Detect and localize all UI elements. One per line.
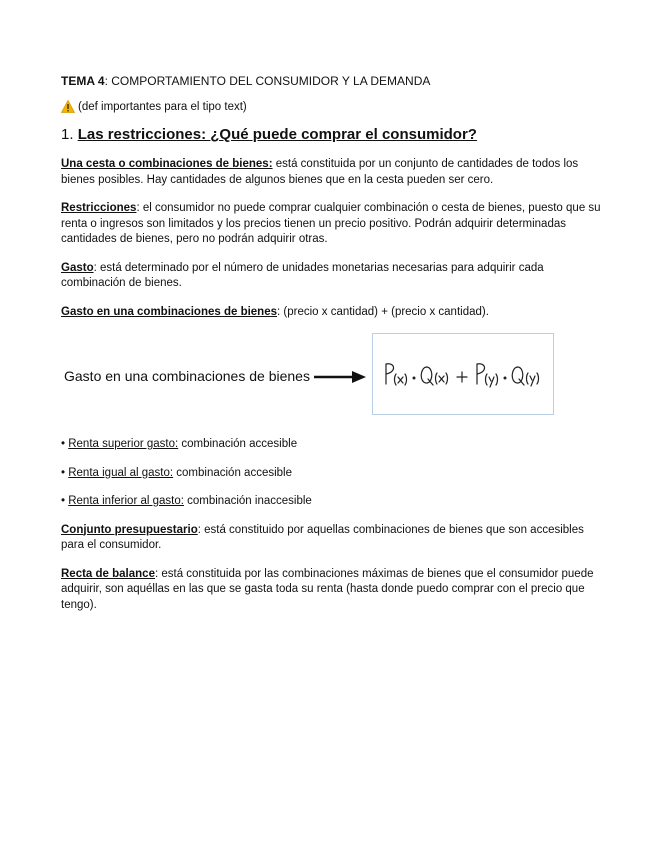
bullet-text: combinación inaccesible (183, 495, 312, 507)
section-title: Las restricciones: ¿Qué puede comprar el consumidor? (77, 126, 477, 143)
definition-gasto-combinaciones (61, 305, 601, 321)
section-heading (61, 126, 601, 143)
bullet-marker: • (61, 466, 69, 479)
list-item (61, 466, 601, 482)
handwritten-formula (373, 334, 553, 414)
bullet-marker: • (61, 438, 69, 450)
definition-term: Recta de balance (61, 567, 155, 580)
topic-title: : COMPORTAMIENTO DEL CONSUMIDOR Y LA DEMANDA (104, 74, 431, 88)
definition-text: : (precio x cantidad) + (precio x cantidad). (277, 305, 489, 318)
topic-number: TEMA 4 (61, 74, 105, 88)
definition-text: : está constituido por aquellas combinaciones de bienes que son accesibles para el consumidor. (61, 523, 584, 551)
note-line (61, 100, 601, 113)
definition-term: Una cesta o combinaciones de bienes: (61, 158, 273, 170)
section-number: 1. (61, 126, 78, 143)
document-page (61, 74, 601, 626)
list-item (61, 437, 601, 453)
definition-conjunto-presupuestario (61, 523, 601, 554)
definition-term: Gasto (61, 261, 94, 274)
arrow-right-icon (314, 369, 366, 385)
definition-restricciones (61, 201, 601, 248)
definition-text: : está determinado por el número de unidades monetarias necesarias para adquirir cada combinación de bienes. (61, 261, 544, 289)
formula-box (372, 333, 554, 415)
formula-figure (61, 333, 601, 419)
bullet-text: combinación accesible (173, 466, 292, 479)
formula-label: Gasto en una combinaciones de bienes (64, 368, 310, 384)
list-item (61, 494, 601, 510)
definition-text: : el consumidor no puede comprar cualquier combinación o cesta de bienes, puesto que su renta o ingresos son limitados y los precios tienen un precio positivo. Podrán adquirir determinadas cantidades de bienes, pero no podrán adquirir otras. (61, 202, 601, 245)
topic-header (61, 74, 601, 88)
bullet-text: combinación accesible (178, 438, 298, 450)
bullet-term: Renta inferior al gasto: (68, 495, 184, 507)
bullet-term: Renta igual al gasto: (68, 466, 174, 479)
definition-term: Conjunto presupuestario (61, 523, 198, 536)
bullet-marker: • (61, 495, 69, 507)
definition-cesta (61, 157, 601, 188)
bullet-term: Renta superior gasto: (68, 438, 179, 450)
renta-bullet-list (61, 437, 601, 510)
definition-gasto (61, 261, 601, 292)
warning-icon (61, 100, 75, 113)
definition-text: está constituida por un conjunto de cantidades de todos los bienes posibles. Hay cantidades de algunos bienes que en la cesta pueden ser cero. (61, 158, 579, 186)
definition-text: : está constituida por las combinaciones máximas de bienes que el consumidor puede adquirir, son aquéllas en las que se gasta toda su renta (hasta donde puedo comprar con el precio que tengo). (61, 567, 594, 611)
definition-recta-de-balance (61, 567, 601, 614)
definition-term: Gasto en una combinaciones de bienes (61, 305, 278, 318)
definition-term: Restricciones (61, 202, 137, 214)
note-text: (def importantes para el tipo text) (78, 100, 247, 113)
